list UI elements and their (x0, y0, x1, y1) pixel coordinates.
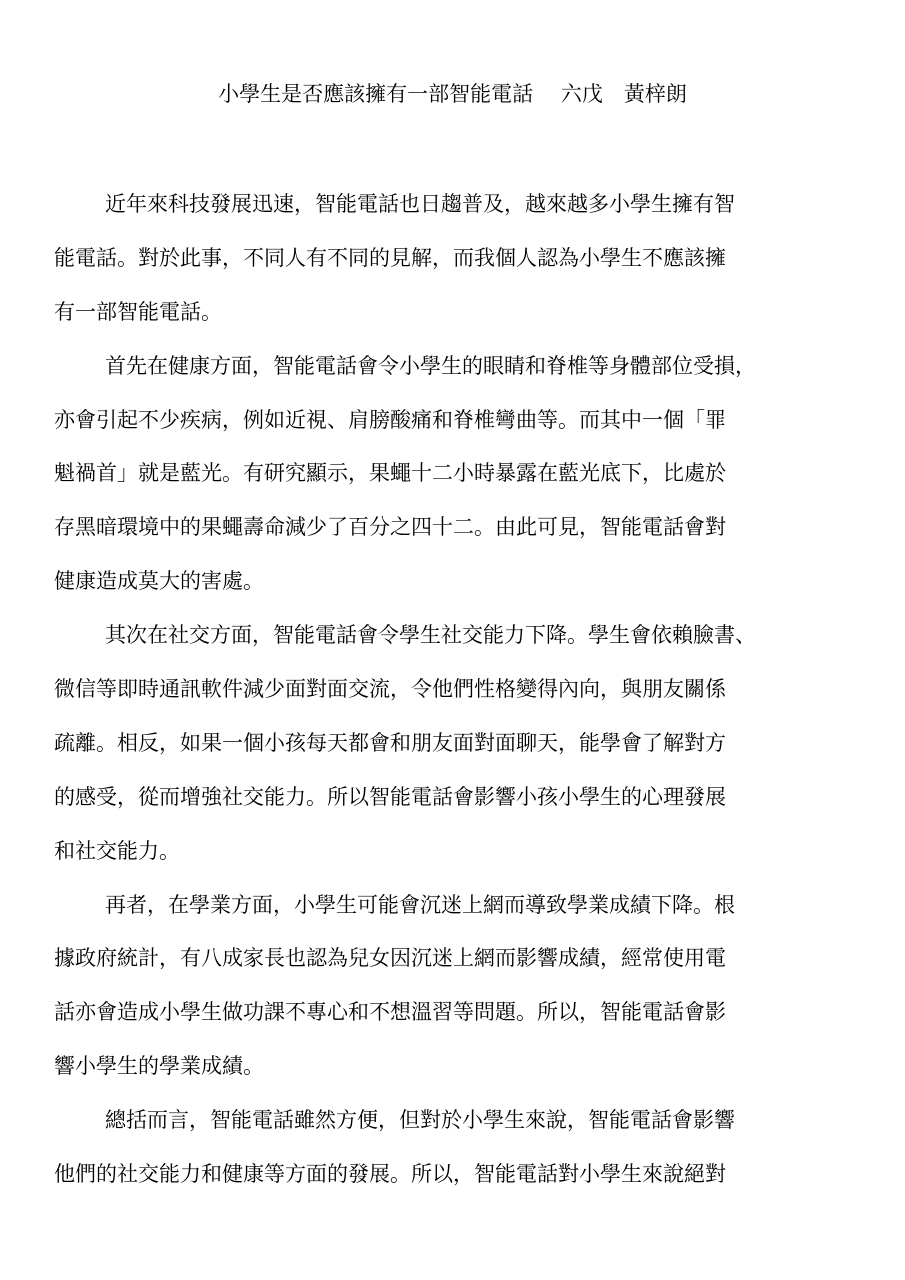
text-line: 他們的社交能力和健康等方面的發展。所以，智能電話對小學生來說絕對 (54, 1162, 726, 1187)
text-line: 魁禍首」就是藍光。有研究顯示，果蠅十二小時暴露在藍光底下，比處於 (54, 461, 726, 486)
text-line: 有一部智能電話。 (54, 299, 222, 324)
text-line: 話亦會造成小學生做功課不專心和不想溫習等問題。所以，智能電話會影 (54, 1000, 726, 1025)
essay-title: 小學生是否應該擁有一部智能電話 六戊 黃梓朗 (218, 82, 687, 106)
text-line: 健康造成莫大的害處。 (54, 569, 264, 594)
paragraph-academic (54, 885, 844, 1101)
text-line: 和社交能力。 (54, 838, 180, 863)
text-line: 據政府統計，有八成家長也認為兒女因沉迷上網而影響成績，經常使用電 (54, 946, 726, 971)
paragraph-health (54, 346, 844, 615)
text-line: 近年來科技發展迅速，智能電話也日趨普及，越來越多小學生擁有智 (105, 192, 735, 216)
text-line: 總括而言，智能電話雖然方便，但對於小學生來說，智能電話會影響 (105, 1108, 735, 1133)
text-line: 響小學生的學業成績。 (54, 1054, 264, 1079)
text-line: 其次在社交方面，智能電話會令學生社交能力下降。學生會依賴臉書、 (105, 623, 756, 648)
text-line: 亦會引起不少疾病，例如近視、肩膀酸痛和脊椎彎曲等。而其中一個「罪 (54, 407, 726, 432)
text-line: 微信等即時通訊軟件減少面對面交流，令他們性格變得內向，與朋友關係 (54, 677, 726, 702)
paragraph-introduction (54, 184, 844, 346)
essay-body (54, 184, 844, 1208)
text-line: 首先在健康方面，智能電話會令小學生的眼睛和脊椎等身體部位受損， (105, 353, 756, 378)
text-line: 的感受，從而增強社交能力。所以智能電話會影響小孩小學生的心理發展 (54, 784, 726, 809)
paragraph-conclusion (54, 1100, 844, 1208)
paragraph-social (54, 615, 844, 884)
text-line: 再者，在學業方面，小學生可能會沉迷上網而導致學業成績下降。根 (105, 892, 735, 917)
text-line: 疏離。相反，如果一個小孩每天都會和朋友面對面聊天，能學會了解對方 (54, 730, 726, 755)
text-line: 能電話。對於此事，不同人有不同的見解，而我個人認為小學生不應該擁 (54, 245, 726, 270)
text-line: 存黑暗環境中的果蠅壽命減少了百分之四十二。由此可見，智能電話會對 (54, 515, 726, 540)
